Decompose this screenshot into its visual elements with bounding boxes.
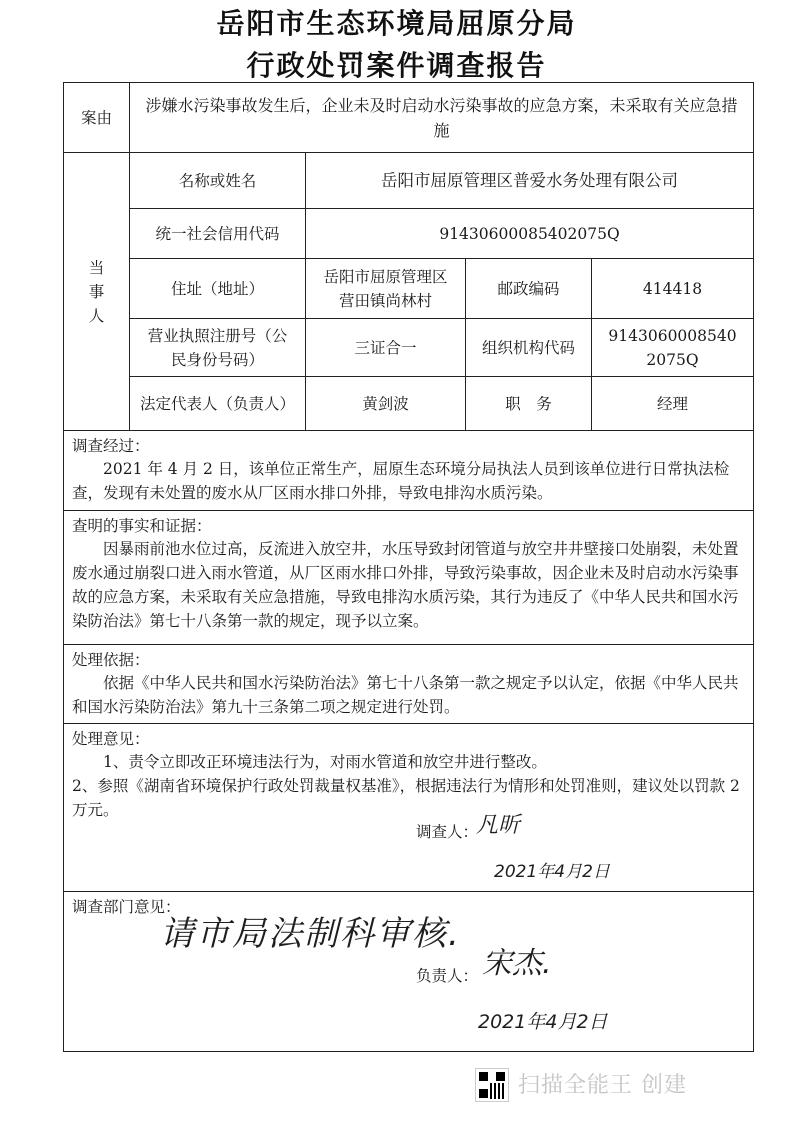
responsible-signature: 宋杰.	[482, 946, 552, 981]
license-label: 营业执照注册号（公民身份号码）	[130, 319, 306, 377]
name-label: 名称或姓名	[130, 153, 306, 209]
basis-section	[64, 645, 754, 724]
party-label	[64, 153, 130, 431]
scanner-watermark: 扫描全能王 创建	[518, 1073, 687, 1098]
credit-code-label: 统一社会信用代码	[130, 209, 306, 259]
investigation-title: 调查经过：	[72, 437, 150, 455]
position-value: 经理	[592, 377, 754, 431]
case-text: 涉嫌水污染事故发生后，企业未及时启动水污染事故的应急方案，未采取有关应急措施	[130, 83, 754, 153]
name-value: 岳阳市屈原管理区普爱水务处理有限公司	[306, 153, 754, 209]
investigation-section	[64, 431, 754, 511]
department-title: 调查部门意见：	[72, 898, 181, 916]
case-label: 案由	[64, 83, 130, 153]
case-row	[64, 83, 754, 153]
investigation-text: 2021 年 4 月 2 日，该单位正常生产，屈原生态环境分局执法人员到该单位进行日常执法检查，发现有未处置的废水从厂区雨水排口外排，导致电排沟水质污染。	[72, 460, 730, 502]
position-label: 职 务	[466, 377, 592, 431]
opinion-title: 处理意见：	[72, 730, 150, 748]
basis-text: 依据《中华人民共和国水污染防治法》第七十八条第一款之规定予以认定，依据《中华人民共和国水污染防治法》第九十三条第二项之规定进行处罚。	[72, 674, 739, 716]
investigator-label: 调查人：	[416, 823, 479, 841]
opinion-item-2: 2、参照《湖南省环境保护行政处罚裁量权基准》，根据违法行为情形和处罚准则，建议处以罚款 2 万元。	[72, 777, 740, 819]
org-code-label: 组织机构代码	[466, 319, 592, 377]
document-subtitle: 行政处罚案件调查报告	[246, 49, 547, 82]
opinion-section	[64, 724, 754, 892]
basis-title: 处理依据：	[72, 651, 150, 669]
investigator-signature: 凡昕	[476, 813, 521, 838]
address-label: 住址（地址）	[130, 259, 306, 319]
legal-rep-value: 黄剑波	[306, 377, 466, 431]
facts-title: 查明的事实和证据：	[72, 517, 212, 535]
license-value: 三证合一	[306, 319, 466, 377]
postcode-label: 邮政编码	[466, 259, 592, 319]
address-value: 岳阳市屈原管理区营田镇尚林村	[306, 259, 466, 319]
report-table	[63, 82, 754, 1052]
department-date: 2021年4月2日	[478, 1011, 608, 1033]
facts-section	[64, 511, 754, 645]
department-opinion-handwritten: 请市局法制科审核.	[160, 914, 461, 954]
credit-code-value: 91430600085402075Q	[306, 209, 754, 259]
org-code-value: 91430600085402075Q	[592, 319, 754, 377]
department-section	[64, 892, 754, 1052]
document-title: 岳阳市生态环境局屈原分局	[216, 7, 577, 40]
opinion-date: 2021年4月2日	[494, 862, 610, 882]
opinion-item-1: 1、责令立即改正环境违法行为，对雨水管道和放空井进行整改。	[103, 753, 547, 771]
postcode-value: 414418	[592, 259, 754, 319]
party-label-text: 当事人	[88, 258, 105, 325]
responsible-label: 负责人：	[416, 967, 479, 985]
qr-code-icon	[475, 1068, 509, 1102]
facts-text: 因暴雨前池水位过高，反流进入放空井，水压导致封闭管道与放空井井壁接口处崩裂，未处置废水通过崩裂口进入雨水管道，从厂区雨水排口外排，导致污染事故，因企业未及时启动水污染事故的应急方案，未采取有关应急措施，导致电排沟水质污染，其行为违反了《中华人民共和国水污染防治法》第七十八条第一款的规定，现予以立案。	[72, 540, 739, 630]
legal-rep-label: 法定代表人（负责人）	[130, 377, 306, 431]
